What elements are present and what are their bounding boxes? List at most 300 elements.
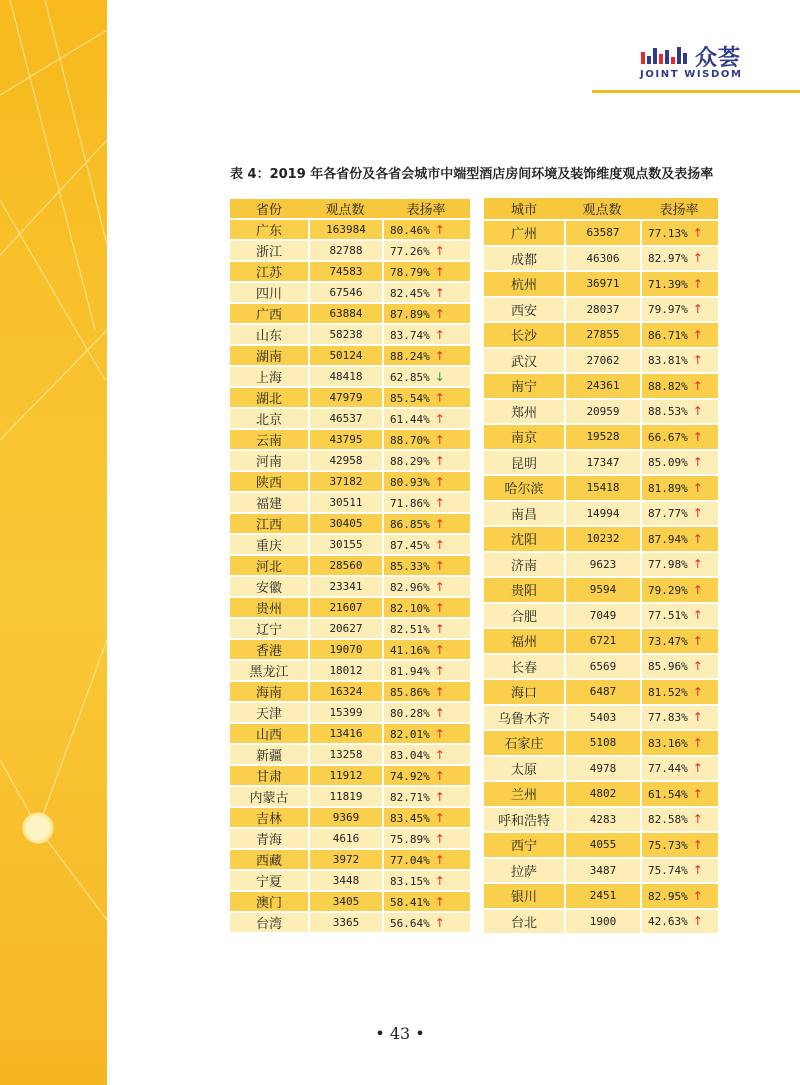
praise-rate-cell xyxy=(640,859,718,883)
table-row xyxy=(230,241,470,260)
opinion-count-cell: 4283 xyxy=(564,808,640,832)
region-name-cell: 上海 xyxy=(230,367,308,386)
region-name-cell: 贵州 xyxy=(230,598,308,617)
region-name-cell: 南京 xyxy=(484,425,564,449)
praise-rate-cell xyxy=(382,304,470,323)
opinion-count-cell: 13258 xyxy=(308,745,382,764)
table-row xyxy=(484,425,718,449)
opinion-count-cell: 15399 xyxy=(308,703,382,722)
praise-rate-value: 77.83% xyxy=(648,711,688,725)
praise-rate-value: 82.71% xyxy=(390,790,430,804)
trend-up-arrow-icon: ↑ xyxy=(434,789,445,804)
praise-rate-value: 80.46% xyxy=(390,223,430,237)
trend-up-arrow-icon: ↑ xyxy=(692,276,703,291)
table-row xyxy=(484,553,718,577)
region-name-cell: 合肥 xyxy=(484,604,564,628)
praise-rate-cell xyxy=(640,680,718,704)
brand-name-cn: 众荟 xyxy=(695,46,742,71)
table-row xyxy=(230,556,470,575)
praise-rate-cell xyxy=(382,745,470,764)
praise-rate-value: 88.29% xyxy=(390,454,430,468)
table-row xyxy=(484,680,718,704)
region-name-cell: 广西 xyxy=(230,304,308,323)
table-row xyxy=(484,629,718,653)
praise-rate-cell xyxy=(640,782,718,806)
table-row xyxy=(230,892,470,911)
region-name-cell: 河南 xyxy=(230,451,308,470)
opinion-count-cell: 58238 xyxy=(308,325,382,344)
praise-rate-cell xyxy=(640,400,718,424)
trend-up-arrow-icon: ↑ xyxy=(692,837,703,852)
opinion-count-cell: 3448 xyxy=(308,871,382,890)
table-row xyxy=(484,884,718,908)
praise-rate-cell xyxy=(382,661,470,680)
network-node-icon xyxy=(24,814,52,842)
praise-rate-value: 41.16% xyxy=(390,643,430,657)
table-row xyxy=(484,451,718,475)
trend-up-arrow-icon: ↑ xyxy=(434,327,445,342)
region-name-cell: 武汉 xyxy=(484,349,564,373)
region-name-cell: 湖南 xyxy=(230,346,308,365)
praise-rate-cell xyxy=(382,241,470,260)
region-name-cell: 石家庄 xyxy=(484,731,564,755)
table-row xyxy=(230,220,470,239)
table-row xyxy=(484,782,718,806)
praise-rate-cell xyxy=(382,472,470,491)
praise-rate-value: 83.81% xyxy=(648,354,688,368)
region-name-cell: 西宁 xyxy=(484,833,564,857)
opinion-count-cell: 5108 xyxy=(564,731,640,755)
praise-rate-value: 77.13% xyxy=(648,226,688,240)
header-province: 省份 xyxy=(230,199,308,218)
praise-rate-cell xyxy=(382,640,470,659)
praise-rate-cell xyxy=(382,409,470,428)
opinion-count-cell: 47979 xyxy=(308,388,382,407)
praise-rate-cell xyxy=(640,757,718,781)
praise-rate-value: 88.82% xyxy=(648,379,688,393)
region-name-cell: 拉萨 xyxy=(484,859,564,883)
table-row xyxy=(484,349,718,373)
trend-up-arrow-icon: ↑ xyxy=(692,608,703,623)
praise-rate-value: 42.63% xyxy=(648,915,688,929)
table-row xyxy=(484,221,718,245)
table-row xyxy=(230,703,470,722)
opinion-count-cell: 46537 xyxy=(308,409,382,428)
praise-rate-cell xyxy=(640,476,718,500)
opinion-count-cell: 63587 xyxy=(564,221,640,245)
region-name-cell: 重庆 xyxy=(230,535,308,554)
praise-rate-value: 71.39% xyxy=(648,277,688,291)
region-name-cell: 沈阳 xyxy=(484,527,564,551)
table-row xyxy=(230,577,470,596)
praise-rate-cell xyxy=(382,808,470,827)
table-row xyxy=(230,619,470,638)
opinion-count-cell: 36971 xyxy=(564,272,640,296)
praise-rate-value: 77.51% xyxy=(648,609,688,623)
opinion-count-cell: 30511 xyxy=(308,493,382,512)
praise-rate-value: 87.45% xyxy=(390,538,430,552)
opinion-count-cell: 4616 xyxy=(308,829,382,848)
region-name-cell: 浙江 xyxy=(230,241,308,260)
praise-rate-cell xyxy=(382,283,470,302)
opinion-count-cell: 7049 xyxy=(564,604,640,628)
trend-up-arrow-icon: ↑ xyxy=(692,480,703,495)
praise-rate-cell xyxy=(640,298,718,322)
table-row xyxy=(230,346,470,365)
region-name-cell: 长沙 xyxy=(484,323,564,347)
opinion-count-cell: 4978 xyxy=(564,757,640,781)
trend-up-arrow-icon: ↑ xyxy=(434,579,445,594)
trend-up-arrow-icon: ↑ xyxy=(692,378,703,393)
region-name-cell: 兰州 xyxy=(484,782,564,806)
praise-rate-cell xyxy=(382,913,470,932)
region-name-cell: 呼和浩特 xyxy=(484,808,564,832)
praise-rate-value: 79.29% xyxy=(648,583,688,597)
praise-rate-value: 77.26% xyxy=(390,244,430,258)
trend-down-arrow-icon: ↓ xyxy=(434,369,445,384)
praise-rate-value: 78.79% xyxy=(390,265,430,279)
table-row xyxy=(230,325,470,344)
trend-up-arrow-icon: ↑ xyxy=(434,390,445,405)
region-name-cell: 辽宁 xyxy=(230,619,308,638)
trend-up-arrow-icon: ↑ xyxy=(434,516,445,531)
opinion-count-cell: 9594 xyxy=(564,578,640,602)
trend-up-arrow-icon: ↑ xyxy=(434,222,445,237)
trend-up-arrow-icon: ↑ xyxy=(434,495,445,510)
table-row xyxy=(230,913,470,932)
praise-rate-cell xyxy=(382,493,470,512)
praise-rate-value: 80.28% xyxy=(390,706,430,720)
table-row xyxy=(230,766,470,785)
header-rate: 表扬率 xyxy=(640,198,718,219)
opinion-count-cell: 17347 xyxy=(564,451,640,475)
trend-up-arrow-icon: ↑ xyxy=(434,705,445,720)
table-row xyxy=(484,910,718,934)
table-row xyxy=(230,367,470,386)
trend-up-arrow-icon: ↑ xyxy=(692,914,703,929)
praise-rate-cell xyxy=(382,598,470,617)
praise-rate-value: 81.52% xyxy=(648,685,688,699)
praise-rate-cell xyxy=(382,892,470,911)
table-row xyxy=(484,527,718,551)
praise-rate-cell xyxy=(382,430,470,449)
table-row xyxy=(484,604,718,628)
trend-up-arrow-icon: ↑ xyxy=(692,710,703,725)
table-row xyxy=(484,833,718,857)
trend-up-arrow-icon: ↑ xyxy=(692,557,703,572)
header-rule xyxy=(592,90,800,93)
table-row xyxy=(230,787,470,806)
opinion-count-cell: 15418 xyxy=(564,476,640,500)
table-row xyxy=(230,409,470,428)
table-caption: 表 4：2019 年各省份及各省会城市中端型酒店房间环境及装饰维度观点数及表扬率 xyxy=(230,167,714,182)
praise-rate-cell xyxy=(382,451,470,470)
opinion-count-cell: 9369 xyxy=(308,808,382,827)
trend-up-arrow-icon: ↑ xyxy=(692,251,703,266)
opinion-count-cell: 3405 xyxy=(308,892,382,911)
opinion-count-cell: 37182 xyxy=(308,472,382,491)
opinion-count-cell: 46306 xyxy=(564,247,640,271)
region-name-cell: 吉林 xyxy=(230,808,308,827)
trend-up-arrow-icon: ↑ xyxy=(434,243,445,258)
praise-rate-value: 75.73% xyxy=(648,838,688,852)
praise-rate-cell xyxy=(640,451,718,475)
praise-rate-value: 82.45% xyxy=(390,286,430,300)
trend-up-arrow-icon: ↑ xyxy=(692,429,703,444)
praise-rate-value: 56.64% xyxy=(390,916,430,930)
region-name-cell: 南宁 xyxy=(484,374,564,398)
trend-up-arrow-icon: ↑ xyxy=(692,888,703,903)
praise-rate-value: 85.33% xyxy=(390,559,430,573)
trend-up-arrow-icon: ↑ xyxy=(692,786,703,801)
praise-rate-cell xyxy=(382,346,470,365)
praise-rate-value: 81.89% xyxy=(648,481,688,495)
region-name-cell: 郑州 xyxy=(484,400,564,424)
praise-rate-cell xyxy=(382,514,470,533)
praise-rate-value: 82.58% xyxy=(648,813,688,827)
opinion-count-cell: 14994 xyxy=(564,502,640,526)
praise-rate-cell xyxy=(640,527,718,551)
opinion-count-cell: 20959 xyxy=(564,400,640,424)
praise-rate-cell xyxy=(640,221,718,245)
table-row xyxy=(484,757,718,781)
opinion-count-cell: 11912 xyxy=(308,766,382,785)
header-city: 城市 xyxy=(484,198,564,219)
opinion-count-cell: 5403 xyxy=(564,706,640,730)
region-name-cell: 澳门 xyxy=(230,892,308,911)
opinion-count-cell: 11819 xyxy=(308,787,382,806)
praise-rate-value: 82.10% xyxy=(390,601,430,615)
praise-rate-value: 77.44% xyxy=(648,762,688,776)
praise-rate-cell xyxy=(640,323,718,347)
region-name-cell: 广州 xyxy=(484,221,564,245)
sidebar-network-graphic xyxy=(0,0,107,1085)
praise-rate-value: 79.97% xyxy=(648,303,688,317)
trend-up-arrow-icon: ↑ xyxy=(692,659,703,674)
praise-rate-cell xyxy=(640,553,718,577)
praise-rate-cell xyxy=(640,731,718,755)
region-name-cell: 香港 xyxy=(230,640,308,659)
opinion-count-cell: 27062 xyxy=(564,349,640,373)
table-row xyxy=(230,661,470,680)
table-row xyxy=(484,323,718,347)
praise-rate-cell xyxy=(640,425,718,449)
opinion-count-cell: 163984 xyxy=(308,220,382,239)
praise-rate-value: 83.04% xyxy=(390,748,430,762)
praise-rate-cell xyxy=(640,706,718,730)
header-rate: 表扬率 xyxy=(382,199,470,218)
trend-up-arrow-icon: ↑ xyxy=(692,735,703,750)
region-name-cell: 台湾 xyxy=(230,913,308,932)
table-row xyxy=(230,598,470,617)
table-row xyxy=(484,655,718,679)
praise-rate-cell xyxy=(640,349,718,373)
opinion-count-cell: 10232 xyxy=(564,527,640,551)
brand-logo xyxy=(640,45,780,85)
opinion-count-cell: 3972 xyxy=(308,850,382,869)
province-table xyxy=(230,197,470,934)
opinion-count-cell: 27855 xyxy=(564,323,640,347)
trend-up-arrow-icon: ↑ xyxy=(434,747,445,762)
decorative-sidebar xyxy=(0,0,107,1085)
region-name-cell: 济南 xyxy=(484,553,564,577)
praise-rate-value: 77.98% xyxy=(648,558,688,572)
praise-rate-value: 83.16% xyxy=(648,736,688,750)
praise-rate-value: 82.97% xyxy=(648,252,688,266)
region-name-cell: 昆明 xyxy=(484,451,564,475)
trend-up-arrow-icon: ↑ xyxy=(434,642,445,657)
opinion-count-cell: 19528 xyxy=(564,425,640,449)
praise-rate-value: 58.41% xyxy=(390,895,430,909)
table-header-row xyxy=(484,198,718,219)
praise-rate-cell xyxy=(382,850,470,869)
region-name-cell: 北京 xyxy=(230,409,308,428)
trend-up-arrow-icon: ↑ xyxy=(692,404,703,419)
praise-rate-value: 85.54% xyxy=(390,391,430,405)
opinion-count-cell: 3365 xyxy=(308,913,382,932)
opinion-count-cell: 50124 xyxy=(308,346,382,365)
trend-up-arrow-icon: ↑ xyxy=(692,531,703,546)
trend-up-arrow-icon: ↑ xyxy=(692,455,703,470)
praise-rate-value: 83.45% xyxy=(390,811,430,825)
region-name-cell: 山东 xyxy=(230,325,308,344)
trend-up-arrow-icon: ↑ xyxy=(434,915,445,930)
table-row xyxy=(230,640,470,659)
praise-rate-value: 82.01% xyxy=(390,727,430,741)
table-row xyxy=(484,731,718,755)
praise-rate-cell xyxy=(382,367,470,386)
region-name-cell: 青海 xyxy=(230,829,308,848)
praise-rate-cell xyxy=(640,502,718,526)
opinion-count-cell: 28037 xyxy=(564,298,640,322)
region-name-cell: 福建 xyxy=(230,493,308,512)
opinion-count-cell: 30405 xyxy=(308,514,382,533)
region-name-cell: 南昌 xyxy=(484,502,564,526)
table-row xyxy=(230,514,470,533)
praise-rate-value: 73.47% xyxy=(648,634,688,648)
praise-rate-cell xyxy=(382,220,470,239)
praise-rate-cell xyxy=(382,535,470,554)
brand-name-en: JOINT WISDOM xyxy=(640,69,743,80)
trend-up-arrow-icon: ↑ xyxy=(692,353,703,368)
trend-up-arrow-icon: ↑ xyxy=(692,761,703,776)
table-row xyxy=(230,304,470,323)
praise-rate-value: 71.86% xyxy=(390,496,430,510)
opinion-count-cell: 6569 xyxy=(564,655,640,679)
table-row xyxy=(230,262,470,281)
praise-rate-value: 75.74% xyxy=(648,864,688,878)
trend-up-arrow-icon: ↑ xyxy=(692,506,703,521)
opinion-count-cell: 4055 xyxy=(564,833,640,857)
praise-rate-cell xyxy=(640,629,718,653)
praise-rate-value: 61.54% xyxy=(648,787,688,801)
table-row xyxy=(484,298,718,322)
region-name-cell: 湖北 xyxy=(230,388,308,407)
trend-up-arrow-icon: ↑ xyxy=(434,264,445,279)
praise-rate-value: 77.04% xyxy=(390,853,430,867)
page-number: • 43 • xyxy=(375,1024,425,1043)
region-name-cell: 西安 xyxy=(484,298,564,322)
opinion-count-cell: 28560 xyxy=(308,556,382,575)
praise-rate-cell xyxy=(640,910,718,934)
table-row xyxy=(230,850,470,869)
trend-up-arrow-icon: ↑ xyxy=(434,600,445,615)
region-name-cell: 陕西 xyxy=(230,472,308,491)
table-row xyxy=(484,247,718,271)
table-row xyxy=(230,871,470,890)
region-name-cell: 哈尔滨 xyxy=(484,476,564,500)
praise-rate-value: 88.24% xyxy=(390,349,430,363)
opinion-count-cell: 6487 xyxy=(564,680,640,704)
opinion-count-cell: 63884 xyxy=(308,304,382,323)
trend-up-arrow-icon: ↑ xyxy=(434,474,445,489)
praise-rate-cell xyxy=(382,577,470,596)
praise-rate-cell xyxy=(640,833,718,857)
praise-rate-cell xyxy=(382,619,470,638)
praise-rate-cell xyxy=(640,374,718,398)
region-name-cell: 河北 xyxy=(230,556,308,575)
trend-up-arrow-icon: ↑ xyxy=(692,684,703,699)
praise-rate-value: 74.92% xyxy=(390,769,430,783)
opinion-count-cell: 9623 xyxy=(564,553,640,577)
praise-rate-value: 83.15% xyxy=(390,874,430,888)
trend-up-arrow-icon: ↑ xyxy=(692,582,703,597)
praise-rate-cell xyxy=(382,871,470,890)
region-name-cell: 西藏 xyxy=(230,850,308,869)
region-name-cell: 内蒙古 xyxy=(230,787,308,806)
praise-rate-cell xyxy=(640,604,718,628)
opinion-count-cell: 20627 xyxy=(308,619,382,638)
table-row xyxy=(484,374,718,398)
region-name-cell: 海口 xyxy=(484,680,564,704)
opinion-count-cell: 16324 xyxy=(308,682,382,701)
table-row xyxy=(484,400,718,424)
trend-up-arrow-icon: ↑ xyxy=(434,768,445,783)
table-row xyxy=(230,535,470,554)
table-row xyxy=(230,283,470,302)
praise-rate-value: 80.93% xyxy=(390,475,430,489)
trend-up-arrow-icon: ↑ xyxy=(434,852,445,867)
region-name-cell: 安徽 xyxy=(230,577,308,596)
trend-up-arrow-icon: ↑ xyxy=(434,432,445,447)
praise-rate-value: 86.85% xyxy=(390,517,430,531)
table-row xyxy=(484,578,718,602)
region-name-cell: 台北 xyxy=(484,910,564,934)
opinion-count-cell: 43795 xyxy=(308,430,382,449)
praise-rate-value: 82.96% xyxy=(390,580,430,594)
trend-up-arrow-icon: ↑ xyxy=(692,633,703,648)
praise-rate-cell xyxy=(640,247,718,271)
region-name-cell: 福州 xyxy=(484,629,564,653)
region-name-cell: 太原 xyxy=(484,757,564,781)
region-name-cell: 江苏 xyxy=(230,262,308,281)
table-row xyxy=(484,502,718,526)
table-row xyxy=(230,745,470,764)
trend-up-arrow-icon: ↑ xyxy=(434,537,445,552)
praise-rate-cell xyxy=(382,262,470,281)
table-row xyxy=(230,808,470,827)
opinion-count-cell: 4802 xyxy=(564,782,640,806)
region-name-cell: 长春 xyxy=(484,655,564,679)
opinion-count-cell: 48418 xyxy=(308,367,382,386)
region-name-cell: 天津 xyxy=(230,703,308,722)
praise-rate-cell xyxy=(640,808,718,832)
trend-up-arrow-icon: ↑ xyxy=(434,285,445,300)
table-row xyxy=(230,724,470,743)
region-name-cell: 银川 xyxy=(484,884,564,908)
opinion-count-cell: 24361 xyxy=(564,374,640,398)
opinion-count-cell: 23341 xyxy=(308,577,382,596)
